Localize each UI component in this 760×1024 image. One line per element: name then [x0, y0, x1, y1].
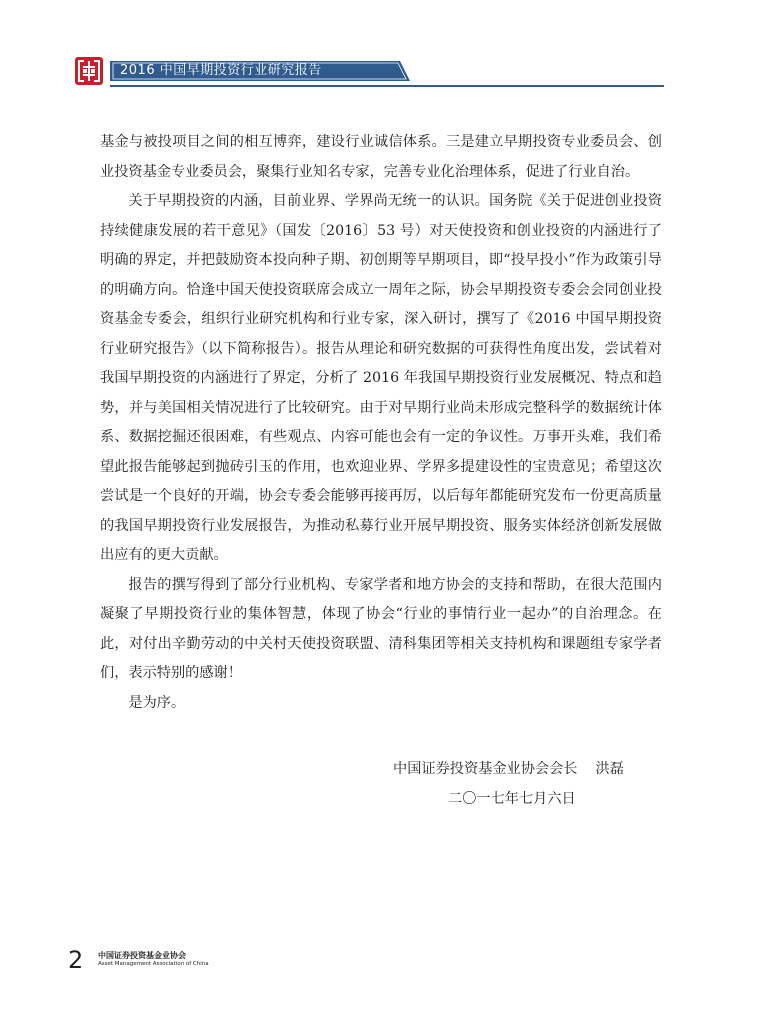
paragraph-2: 关于早期投资的内涵，目前业界、学界尚无统一的认识。国务院《关于促进创业投资持续健康发展的若干意见》（国发〔2016〕53 号）对天使投资和创业投资的内涵进行了明确的界定，并把鼓励资本投向种子期、初创期等早期项目，即“投早投小”作为政策引导的明确方向。恰逢中国天使投资联席会成立一周年之际，协会早期投资专委会会同创业投资基金专委会，组织行业研究机构和行业专家，深入研讨，撰写了《2016 中国早期投资行业研究报告》（以下简称报告）。报告从理论和研究数据的可获得性角度出发，尝试着对我国早期投资的内涵进行了界定，分析了 2016 年我国早期投资行业发展概况、特点和趋势，并与美国相关情况进行了比较研究。由于对早期行业尚未形成完整科学的数据统计体系、数据挖掘还很困难，有些观点、内容可能也会有一定的争议性。万事开头难，我们希望此报告能够起到抛砖引玉的作用，也欢迎业界、学界多提建设性的宝贵意见；希望这次尝试是一个良好的开端，协会专委会能够再接再厉，以后每年都能研究发布一份更高质量的我国早期投资行业发展报告，为推动私募行业开展早期投资、服务实体经济创新发展做出应有的更大贡献。	[100, 193, 662, 563]
paragraph-1: 基金与被投项目之间的相互博弈，建设行业诚信体系。三是建立早期投资专业委员会、创业投资基金专业委员会，聚集行业知名专家，完善专业化治理体系，促进了行业自治。	[100, 134, 662, 180]
page-number: 2	[68, 946, 84, 974]
asset-management-association-logo-icon	[74, 56, 104, 86]
page-header	[74, 56, 664, 92]
paragraph-4: 是为序。	[128, 694, 186, 711]
signature-line	[393, 755, 624, 784]
footer-org-name-cn: 中国证券投资基金业协会	[98, 951, 186, 960]
signature-date: 二〇一七年七月六日	[448, 791, 576, 807]
signature-organization: 中国证券投资基金业协会会长	[393, 761, 578, 777]
body-text	[100, 128, 662, 718]
paragraph-3: 报告的撰写得到了部分行业机构、专家学者和地方协会的支持和帮助，在很大范围内凝聚了早期投资行业的集体智慧，体现了协会“行业的事情行业一起办”的自治理念。在此，对付出辛勤劳动的中关村天使投资联盟、清科集团等相关支持机构和课题组专家学者们，表示特别的感谢！	[100, 576, 662, 681]
footer-org-name-en: Asset Management Association of China	[98, 961, 209, 967]
header-rule	[110, 85, 664, 87]
page-footer	[68, 946, 268, 976]
signature-name: 洪磊	[595, 761, 624, 777]
header-title: 2016 中国早期投资行业研究报告	[120, 63, 322, 78]
